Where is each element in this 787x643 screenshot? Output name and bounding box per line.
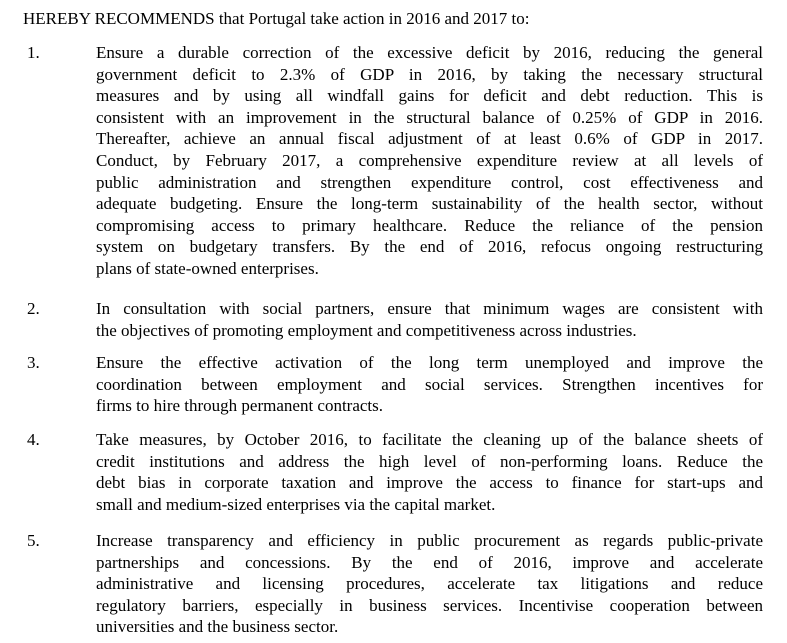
- item-number: 4.: [27, 430, 40, 449]
- text-line: public administration and strengthen expenditure control, cost effectiveness and: [96, 172, 763, 192]
- item-text: [96, 42, 763, 280]
- item-number: 1.: [27, 43, 40, 62]
- text-line: Thereafter, achieve an annual fiscal adjustment of at least 0.6% of GDP in 2017.: [96, 129, 763, 149]
- item-text: [96, 298, 763, 341]
- text-line: administrative and licensing procedures, accelerate tax litigations and reduce: [96, 574, 763, 594]
- item-text: [96, 352, 763, 417]
- text-line: plans of state-owned enterprises.: [96, 258, 319, 278]
- text-line: Ensure the effective activation of the long term unemployed and improve the: [96, 353, 763, 372]
- text-line: small and medium-sized enterprises via the capital market.: [96, 494, 496, 514]
- text-line: universities and the business sector.: [96, 617, 339, 637]
- text-line: Take measures, by October 2016, to facilitate the cleaning up of the balance sheets of: [96, 430, 763, 449]
- text-line: regulatory barriers, especially in business services. Incentivise cooperation between: [96, 595, 763, 615]
- text-line: system on budgetary transfers. By the end of 2016, refocus ongoing restructuring: [96, 237, 763, 257]
- recommendation-heading: HEREBY RECOMMENDS that Portugal take action in 2016 and 2017 to:: [23, 9, 530, 28]
- text-line: Conduct, by February 2017, a comprehensive expenditure review at all levels of: [96, 150, 763, 170]
- text-line: measures and by using all windfall gains for deficit and debt reduction. This is: [96, 86, 763, 106]
- text-line: Increase transparency and efficiency in public procurement as regards public-private: [96, 531, 763, 550]
- text-line: firms to hire through permanent contracts.: [96, 396, 384, 416]
- item-number: 3.: [27, 353, 40, 372]
- text-line: adequate budgeting. Ensure the long-term sustainability of the health sector, without: [96, 194, 763, 214]
- text-line: debt bias in corporate taxation and improve the access to finance for start-ups and: [96, 473, 763, 493]
- text-line: Ensure a durable correction of the excessive deficit by 2016, reducing the general: [96, 43, 763, 62]
- text-line: government deficit to 2.3% of GDP in 2016, by taking the necessary structural: [96, 64, 763, 84]
- text-line: consistent with an improvement in the structural balance of 0.25% of GDP in 2016.: [96, 107, 763, 127]
- text-line: coordination between employment and social services. Strengthen incentives for: [96, 374, 763, 394]
- item-text: [96, 530, 763, 638]
- text-line: credit institutions and address the high level of non-performing loans. Reduce the: [96, 451, 763, 471]
- item-number: 5.: [27, 531, 40, 550]
- text-line: partnerships and concessions. By the end of 2016, improve and accelerate: [96, 552, 763, 572]
- text-line: In consultation with social partners, ensure that minimum wages are consistent with: [96, 299, 763, 318]
- item-number: 2.: [27, 299, 40, 318]
- item-text: [96, 429, 763, 515]
- text-line: compromising access to primary healthcare. Reduce the reliance of the pension: [96, 215, 763, 235]
- text-line: the objectives of promoting employment and competitiveness across industries.: [96, 320, 637, 340]
